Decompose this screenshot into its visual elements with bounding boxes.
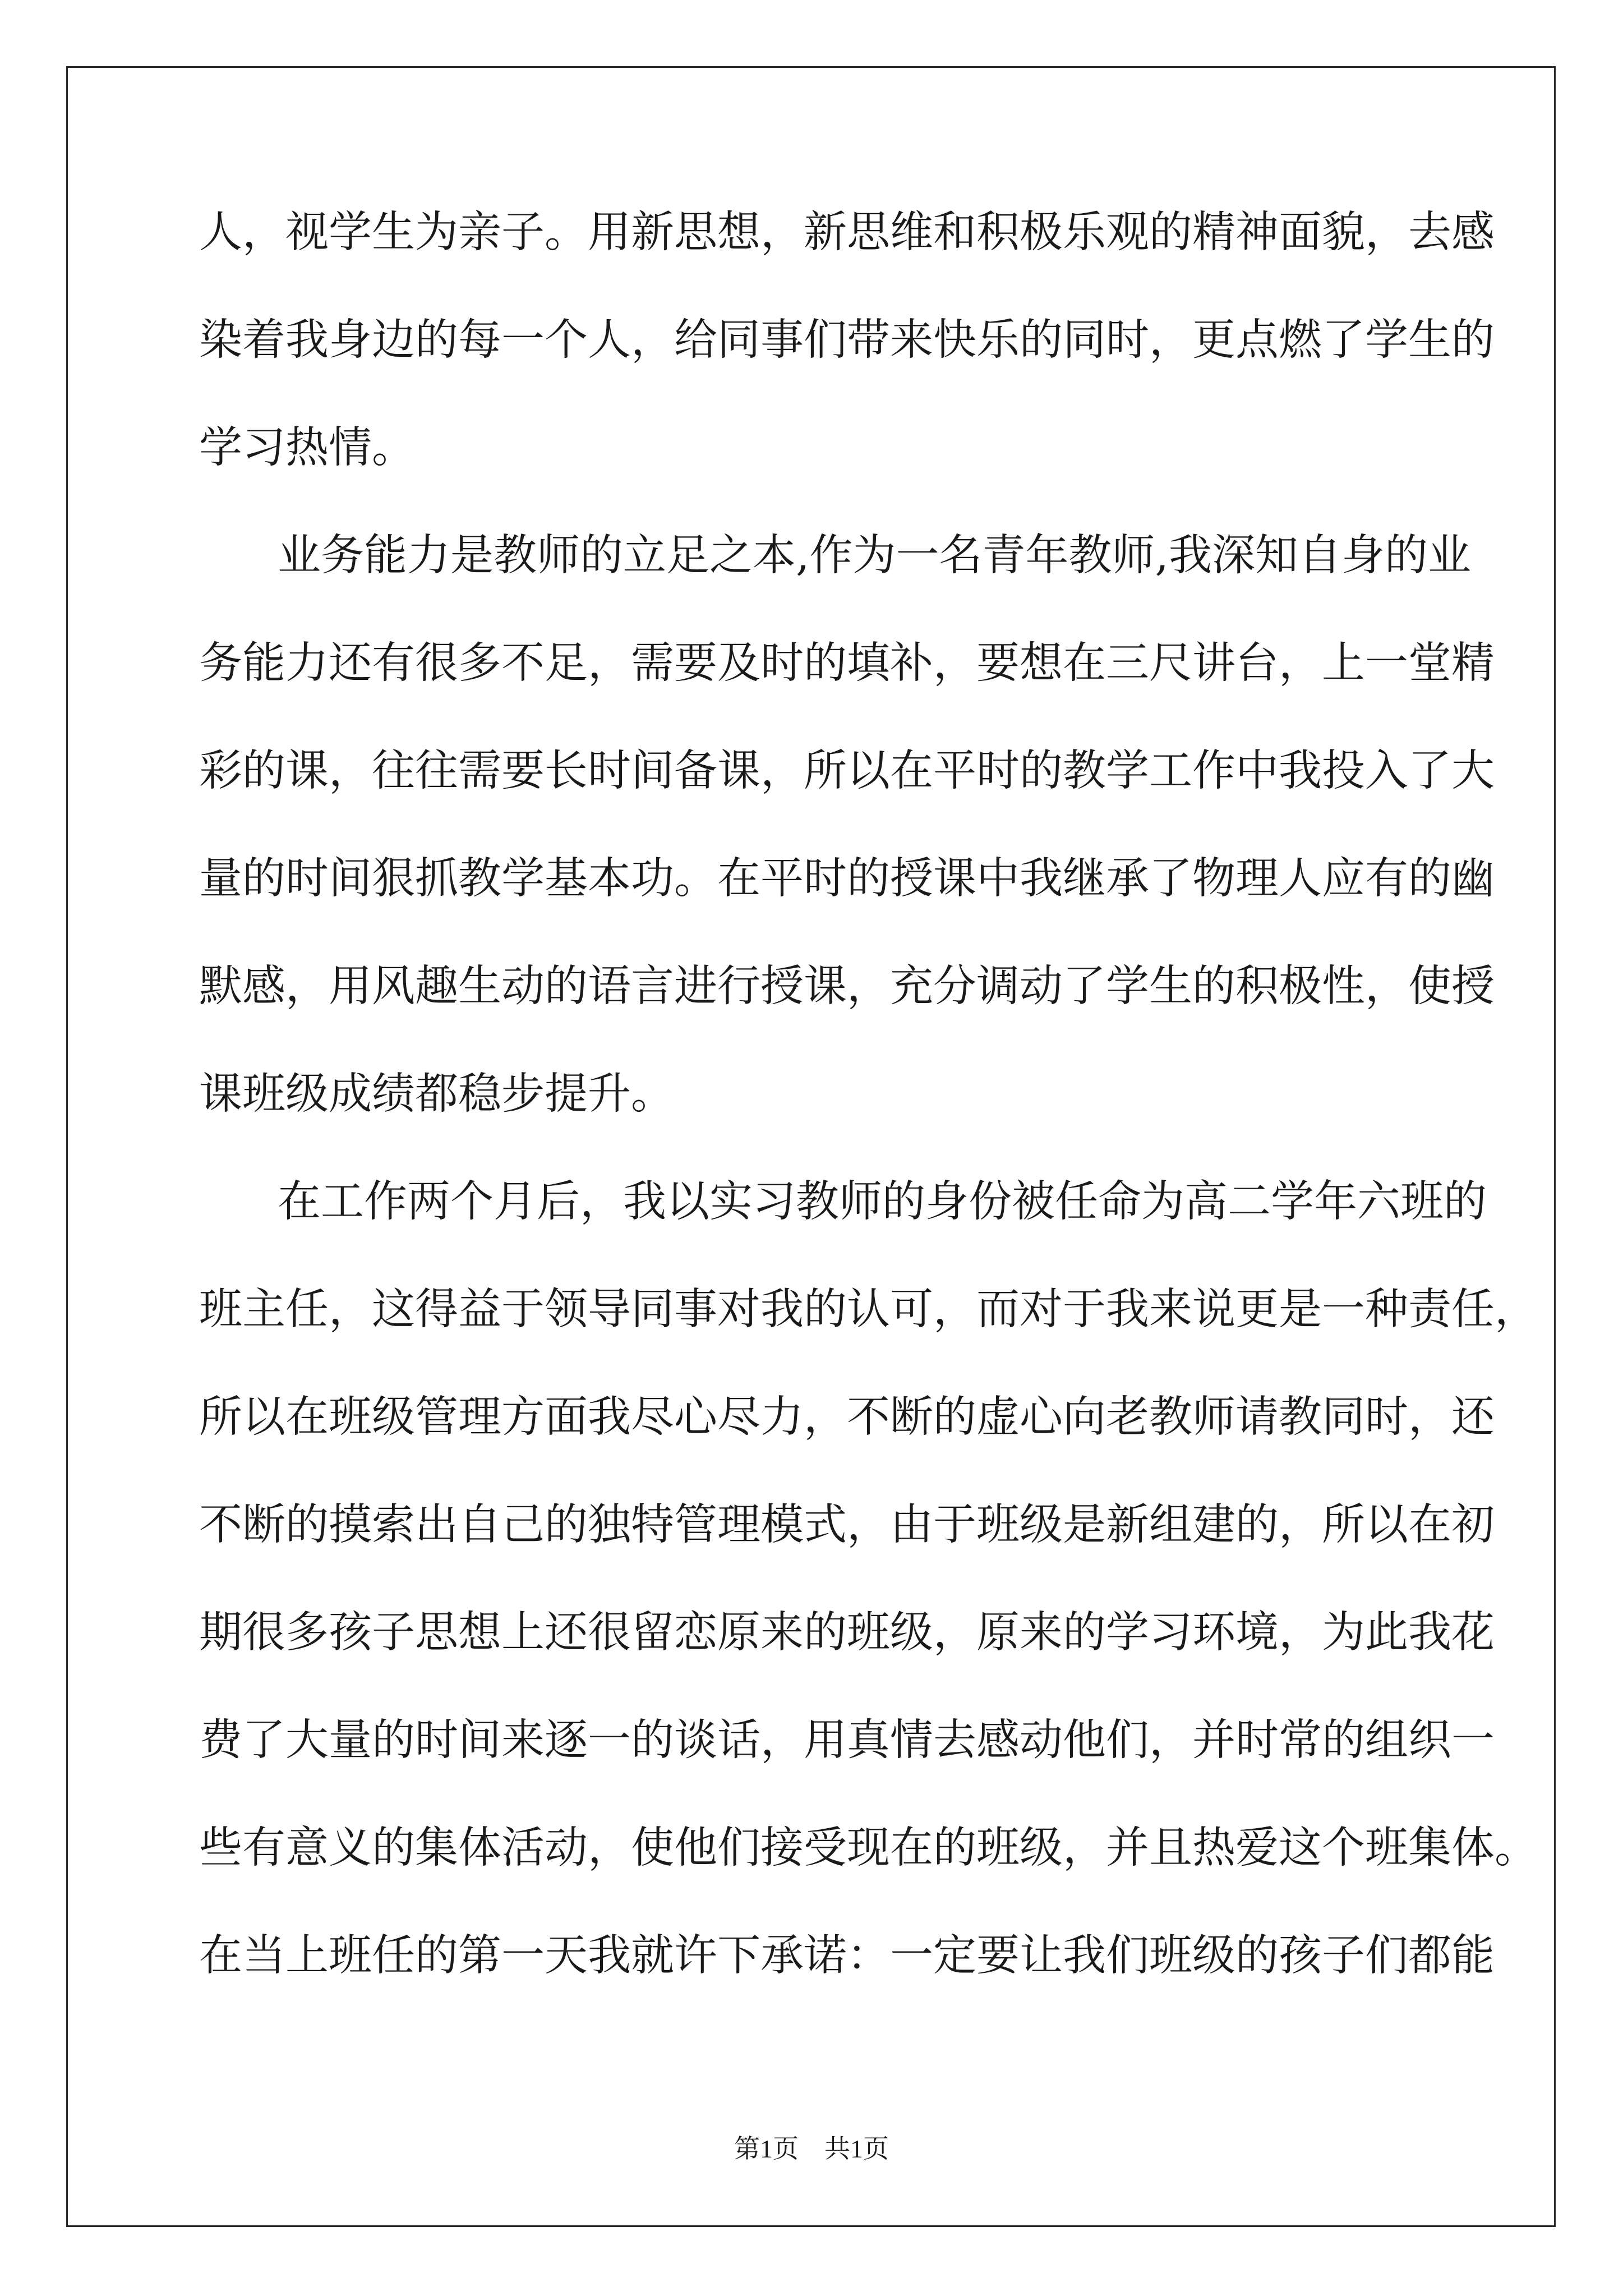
text-line-8: 默 感 ， 用 风 趣 生 动 的 语 言 进 行 授 课 ， 充 分 调 动 了 学 生 的 积 极 性 ， 使 授 [199, 961, 1495, 1011]
text-line-17: 在 当 上 班 任 的 第 一 天 我 就 许 下 承 诺 ： 一 定 要 让 我 们 班 级 的 孩 子 们 都 能 [199, 1931, 1495, 1981]
text-line-12: 所 以 在 班 级 管 理 方 面 我 尽 心 尽 力 ， 不 断 的 虚 心 向 老 教 师 请 教 同 时 ， 还 [199, 1392, 1495, 1442]
text-line-4: 业务能力是教师的立足之本,作为一名青年教师,我深知自身的业 [278, 531, 1471, 581]
text-line-3: 学习热情。 [199, 423, 415, 473]
page-number-footer: 第1页 共1页 [734, 2134, 889, 2163]
text-line-10: 在工作两个月后，我以实习教师的身份被任命为高二学年六班的 [278, 1177, 1487, 1227]
text-line-16: 些 有 意 义 的 集 体 活 动 ， 使 他 们 接 受 现 在 的 班 级 ， 并 且 热 爱 这 个 班 集 体 。 [199, 1823, 1538, 1873]
text-line-7: 量 的 时 间 狠 抓 教 学 基 本 功 。 在 平 时 的 授 课 中 我 继 承 了 物 理 人 应 有 的 幽 [199, 854, 1495, 904]
text-line-5: 务 能 力 还 有 很 多 不 足 ， 需 要 及 时 的 填 补 ， 要 想 在 三 尺 讲 台 ， 上 一 堂 精 [199, 638, 1495, 688]
text-line-9: 课班级成绩都稳步提升。 [199, 1069, 674, 1119]
text-line-13: 不 断 的 摸 索 出 自 己 的 独 特 管 理 模 式 ， 由 于 班 级 是 新 组 建 的 ， 所 以 在 初 [199, 1500, 1495, 1550]
text-line-14: 期 很 多 孩 子 思 想 上 还 很 留 恋 原 来 的 班 级 ， 原 来 的 学 习 环 境 ， 为 此 我 花 [199, 1608, 1495, 1658]
text-line-1: 人 ， 视 学 生 为 亲 子 。 用 新 思 想 ， 新 思 维 和 积 极 乐 观 的 精 神 面 貌 ， 去 感 [199, 208, 1495, 257]
text-line-2: 染 着 我 身 边 的 每 一 个 人 ， 给 同 事 们 带 来 快 乐 的 同 时 ， 更 点 燃 了 学 生 的 [199, 315, 1495, 365]
text-line-11: 班 主 任 ， 这 得 益 于 领 导 同 事 对 我 的 认 可 ， 而 对 于 我 来 说 更 是 一 种 责 任 ， [199, 1285, 1538, 1335]
document-body [199, 208, 1538, 2042]
text-line-6: 彩 的 课 ， 往 往 需 要 长 时 间 备 课 ， 所 以 在 平 时 的 教 学 工 作 中 我 投 入 了 大 [199, 746, 1495, 796]
text-line-15: 费 了 大 量 的 时 间 来 逐 一 的 谈 话 ， 用 真 情 去 感 动 他 们 ， 并 时 常 的 组 织 一 [199, 1715, 1495, 1765]
